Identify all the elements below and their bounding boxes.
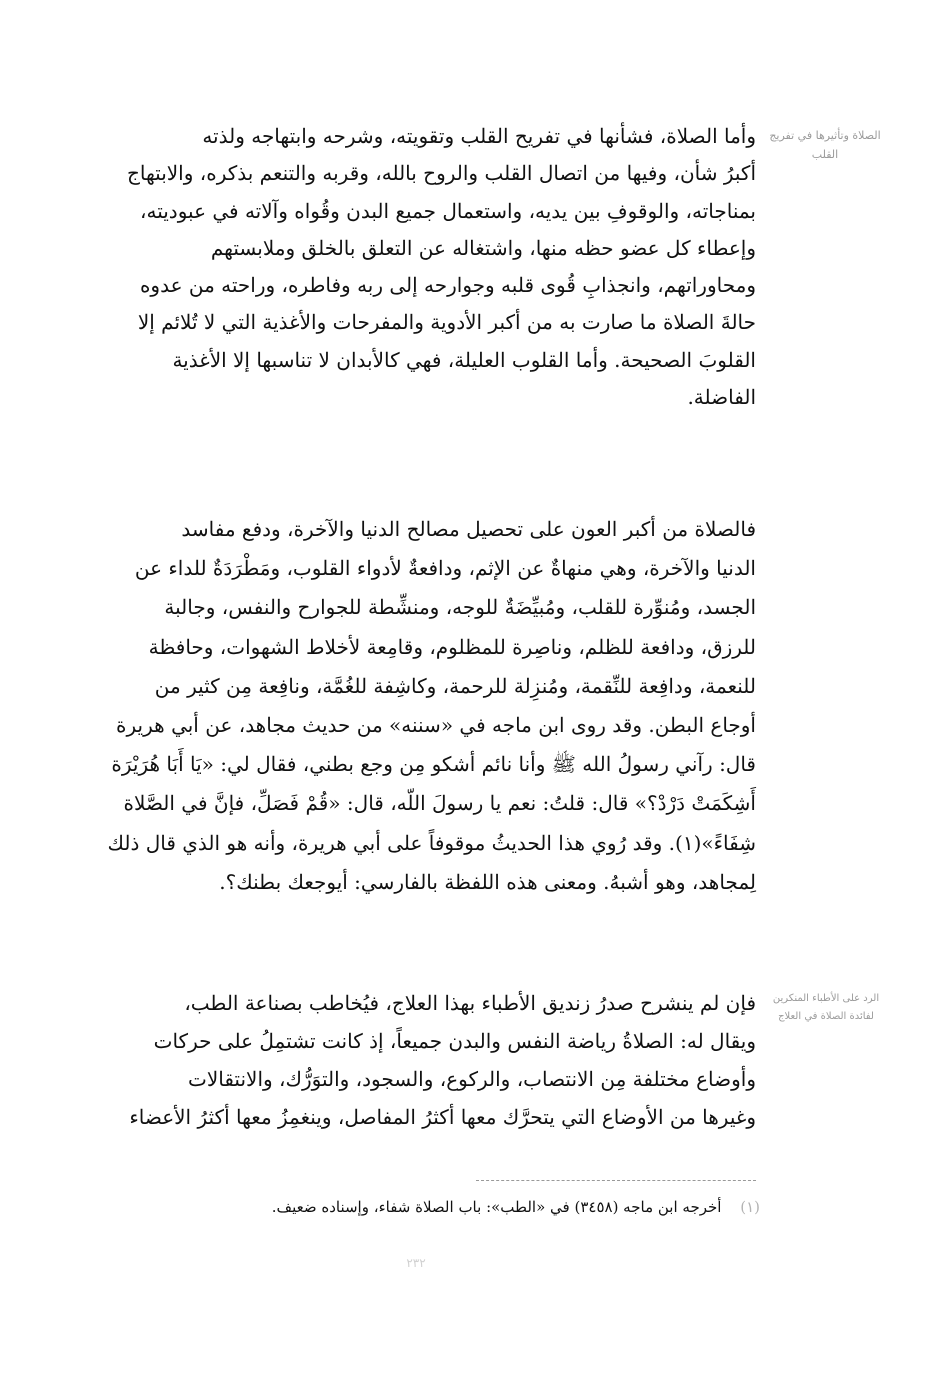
text-line: بمناجاته، والوقوفِ بين يديه، واستعمال جميع البدن وقُواه وآلاته في عبوديته، [140,198,756,223]
text-line: وغيرها من الأوضاع التي يتحرَّك معها أكثرُ المفاصل، وينغمِزُ معها أكثرُ الأعضاء [129,1105,756,1129]
text-line: حالةَ الصلاة ما صارت به من أكبر الأدوية والمفرحات والأغذية التي لا تُلائم إلا [137,310,756,335]
paragraph-2 [76,510,756,902]
text-line: قال: رآني رسولُ الله ﷺ وأنا نائم أشكو مِن وجع بطني، فقال لي: «يَا أَبَا هُرَيْرَة [111,752,756,777]
footnote-number: (١) [740,1198,760,1216]
text-line: الدنيا والآخرة، وهي منهاةٌ عن الإثم، ودافعةٌ لأدواء القلوب، ومَطْرَدَةٌ للداء عن [134,556,756,581]
paragraph-3 [76,984,756,1136]
text-line: الفاضلة. [687,385,756,410]
text-line: القلوبَ الصحيحة. وأما القلوب العليلة، فهي كالأبدان لا تناسبها إلا الأغذية [172,347,756,372]
text-line: أوجاع البطن. وقد روى ابن ماجه في «سننه» من حديث مجاهد، عن أبي هريرة [116,713,756,738]
text-line: أكبرُ شأن، وفيها من اتصال القلب والروح بالله، وقربه والتنعم بذكره، والابتهاج [126,161,756,186]
text-line: لِمجاهد، وهو أشبهُ. ومعنى هذه اللفظة بالفارسي: أيوجعك بطنك؟. [219,869,756,894]
text-line: الجسد، ومُنوِّرة للقلب، ومُبيِّضَةٌ للوجه، ومنشِّطة للجوارح والنفس، وجالبة [164,595,756,620]
text-line: ومحاوراتهم، وانجذابِ قُوى قلبه وجوارحه إلى ربه وفاطره، وراحته من عدوه [139,273,756,298]
text-line: وإعطاء كل عضو حظه منها، واشتغاله عن التعلق بالخلق وملابستهم [210,235,756,260]
footnote-divider [476,1180,756,1181]
text-line: أَشِكَمَتْ دَرْدْ؟» قال: قلتُ: نعم يا رسولَ اللّه، قال: «قُمْ فَصَلِّ، فإنَّ في الصَّلاة [123,791,756,816]
margin-note-prayer-heart: الصلاة وتأثيرها في تفريج القلب [769,129,881,161]
margin-note-reply-physicians: الرد على الأطباء المنكرين لفائدة الصلاة في العلاج [772,993,880,1022]
text-line: ويقال له: الصلاةُ رياضة النفس والبدن جميعاً، إذ كانت تشتمِلُ على حركات [153,1029,756,1053]
text-line: وأما الصلاة، فشأنها في تفريح القلب وتقويته، وشرحه وابتهاجه ولذته [202,124,756,148]
text-line: فالصلاة من أكبر العون على تحصيل مصالح الدنيا والآخرة، ودفع مفاسد [181,517,756,541]
paragraph-1 [76,118,756,416]
footnote [150,1198,760,1216]
text-line: للنعمة، ودافِعة للنِّقمة، ومُنزِلة للرحمة، وكاشِفة للغُمَّة، ونافِعة مِن كثير من [154,673,756,698]
text-line: شِفَاءً»(١). وقد رُوي هذا الحديثُ موقوفاً على أبي هريرة، وأنه هو الذي قال ذلك [107,830,756,855]
page-number: ٢٣٢ [406,1256,426,1270]
text-line: للرزق، ودافعة للظلم، وناصِرة للمظلوم، وقامِعة لأخلاط الشهوات، وحافظة [148,634,756,659]
footnote-text: أخرجه ابن ماجه (٣٤٥٨) في «الطب»: باب الصلاة شفاء، وإسناده ضعيف. [271,1198,722,1216]
text-line: فإن لم ينشرح صدرُ زنديق الأطباء بهذا العلاج، فيُخاطب بصناعة الطب، [184,991,756,1015]
text-line: وأوضاع مختلفة مِن الانتصاب، والركوع، والسجود، والتوَرُّك، والانتقالات [187,1067,756,1091]
